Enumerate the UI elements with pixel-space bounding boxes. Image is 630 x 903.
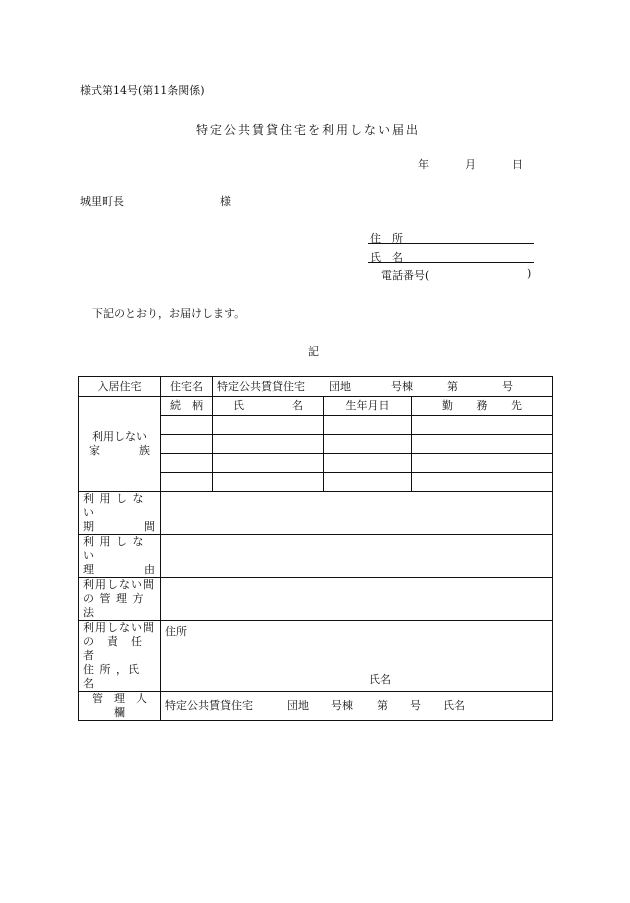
manager-input[interactable] <box>161 692 553 721</box>
document-title: 特定公共賃貸住宅を利用しない届出 <box>196 123 421 137</box>
housing-danchi: 団地 <box>329 379 351 393</box>
applicant-name-label: 氏 名 <box>370 251 403 264</box>
family-name-input[interactable] <box>213 473 324 492</box>
family-header-row <box>79 397 553 416</box>
family-birth-input[interactable] <box>324 473 412 492</box>
ki-heading: 記 <box>308 345 319 358</box>
col-birthdate: 生年月日 <box>324 397 412 416</box>
family-label-cell <box>79 397 161 492</box>
housing-value-cell[interactable] <box>213 377 553 397</box>
family-name-input[interactable] <box>213 454 324 473</box>
management-label-line2: の 管 理 方 法 <box>83 592 145 619</box>
intro-text: 下記のとおり，お届けします。 <box>92 307 246 320</box>
housing-name-label: 住宅名 <box>161 377 213 397</box>
applicant-address-field[interactable] <box>368 227 534 244</box>
responsible-label-line3: 住 所 ，氏 名 <box>83 663 140 690</box>
family-relation-input[interactable] <box>161 454 213 473</box>
reason-label-ri: 理 <box>83 563 95 576</box>
applicant-phone-close: ) <box>527 267 532 280</box>
family-work-input[interactable] <box>412 473 553 492</box>
manager-danchi: 団地 <box>287 699 309 712</box>
responsible-input[interactable] <box>161 621 553 692</box>
responsible-row <box>79 621 553 692</box>
family-relation-input[interactable] <box>161 473 213 492</box>
period-label-ki: 期 <box>83 520 95 533</box>
family-label-zoku: 族 <box>139 444 150 457</box>
manager-goto: 号棟 <box>331 699 353 712</box>
manager-name: 氏名 <box>443 699 465 712</box>
management-label-cell <box>79 578 161 621</box>
manager-label: 管 理 人 欄 <box>79 692 161 721</box>
housing-dai: 第 <box>447 379 458 393</box>
col-work-mu: 務 <box>476 399 488 412</box>
applicant-address-label: 住 所 <box>370 232 403 245</box>
family-name-input[interactable] <box>213 416 324 435</box>
period-row <box>79 492 553 535</box>
housing-value: 特定公共賃貸住宅 <box>217 379 305 393</box>
form-table <box>78 376 553 721</box>
family-work-input[interactable] <box>412 454 553 473</box>
reason-label-cell <box>79 535 161 578</box>
family-birth-input[interactable] <box>324 435 412 454</box>
reason-label-line1: 利 用 し な い <box>83 535 145 562</box>
col-name-shi: 氏 <box>233 399 244 412</box>
housing-label: 入居住宅 <box>79 377 161 397</box>
responsible-name-label: 氏名 <box>369 673 391 686</box>
manager-housing: 特定公共賃貸住宅 <box>165 699 253 712</box>
manager-dai: 第 <box>377 699 388 712</box>
responsible-label-line1: 利用しない間 <box>83 621 155 634</box>
manager-row <box>79 692 553 721</box>
family-relation-input[interactable] <box>161 416 213 435</box>
family-work-input[interactable] <box>412 416 553 435</box>
col-work-saki: 先 <box>511 399 523 412</box>
family-name-input[interactable] <box>213 435 324 454</box>
manager-go: 号 <box>410 699 421 712</box>
form-number: 様式第14号(第11条関係) <box>80 84 205 97</box>
housing-go: 号 <box>502 379 513 393</box>
management-input[interactable] <box>161 578 553 621</box>
housing-goto: 号棟 <box>391 379 413 393</box>
housing-row <box>79 377 553 397</box>
addressee-honorific: 様 <box>220 195 231 208</box>
family-birth-input[interactable] <box>324 416 412 435</box>
col-work-kin: 勤 <box>442 399 453 412</box>
family-relation-input[interactable] <box>161 435 213 454</box>
applicant-phone-label: 電話番号( <box>381 269 430 282</box>
applicant-phone-field[interactable] <box>440 265 524 281</box>
responsible-label-cell <box>79 621 161 692</box>
family-work-input[interactable] <box>412 435 553 454</box>
period-input[interactable] <box>161 492 553 535</box>
col-relation: 続 柄 <box>161 397 213 416</box>
reason-label-yu: 由 <box>144 563 156 576</box>
applicant-name-field[interactable] <box>368 246 534 263</box>
date-year-label: 年 <box>418 158 429 171</box>
date-day-label: 日 <box>512 158 523 171</box>
period-label-kan: 間 <box>144 520 156 533</box>
responsible-label-line2: の 責 任 者 <box>83 635 155 662</box>
management-label-line1: 利用しない間 <box>83 578 155 591</box>
col-name <box>213 397 324 416</box>
addressee: 城里町長 <box>80 195 124 208</box>
period-label-line1: 利 用 し な い <box>83 492 145 519</box>
responsible-address-label: 住所 <box>165 625 187 638</box>
family-birth-input[interactable] <box>324 454 412 473</box>
management-row <box>79 578 553 621</box>
col-workplace <box>412 397 553 416</box>
reason-row <box>79 535 553 578</box>
period-label-cell <box>79 492 161 535</box>
date-month-label: 月 <box>465 158 476 171</box>
family-label-line1: 利用しない <box>92 430 147 443</box>
family-label-ka: 家 <box>89 444 100 457</box>
reason-input[interactable] <box>161 535 553 578</box>
col-name-mei: 名 <box>292 399 303 412</box>
